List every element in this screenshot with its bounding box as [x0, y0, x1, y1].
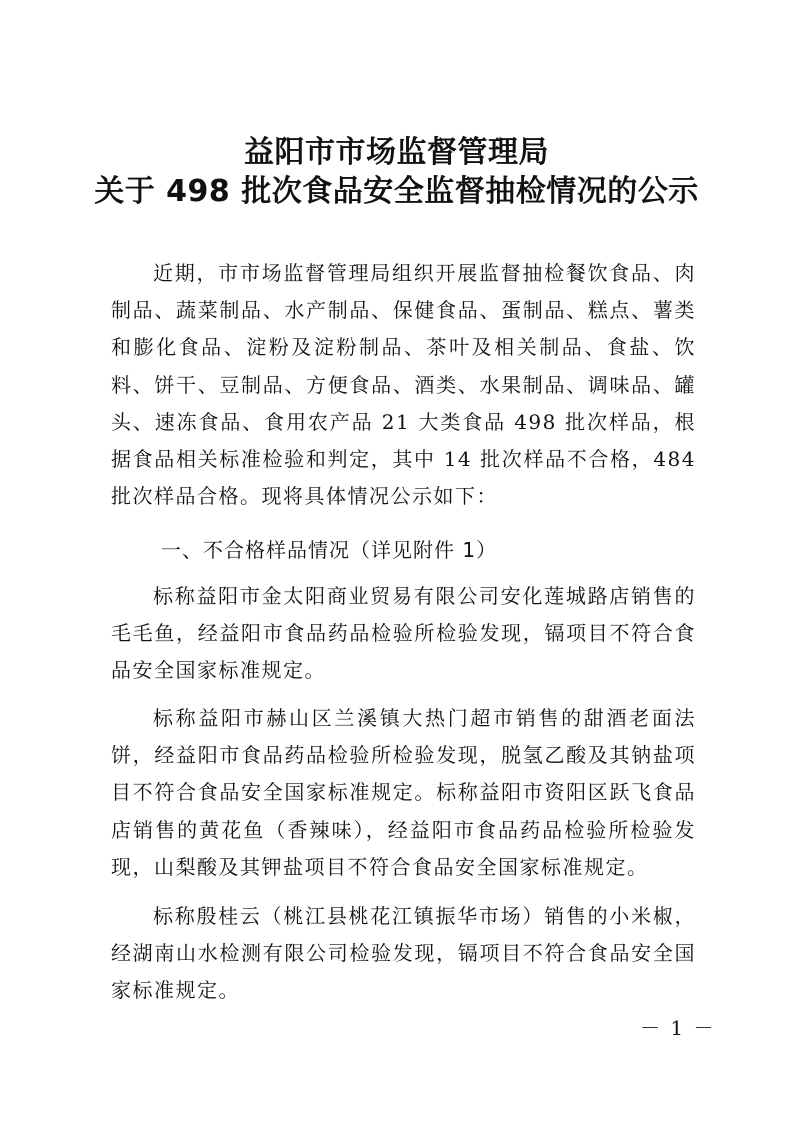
- document-title-line-1: 益阳市市场监督管理局: [244, 135, 549, 170]
- page-number: － 1 －: [640, 1016, 716, 1040]
- document-title-line-2: 关于 498 批次食品安全监督抽检情况的公示: [94, 174, 699, 209]
- intro-paragraph: 近期，市市场监督管理局组织开展监督抽检餐饮食品、肉制品、蔬菜制品、水产制品、保健食品、蛋制品、糕点、薯类和膨化食品、淀粉及淀粉制品、茶叶及相关制品、食盐、饮料、饼干、豆制品、方便食品、酒类、水果制品、调味品、罐头、速冻食品、食用农产品 21 大类食品 498 批次样品，根据食品相关标准检验和判定，其中 14 批次样品不合格，484 批次样品合格。现将具体情况公示如下：: [111, 261, 696, 509]
- body-paragraph-1: 标称益阳市金太阳商业贸易有限公司安化莲城路店销售的毛毛鱼，经益阳市食品药品检验所检验发现，镉项目不符合食品安全国家标准规定。: [111, 584, 696, 683]
- body-paragraph-3: 标称殷桂云（桃江县桃花江镇振华市场）销售的小米椒，经湖南山水检测有限公司检验发现，镉项目不符合食品安全国家标准规定。: [111, 904, 696, 1003]
- body-paragraph-2: 标称益阳市赫山区兰溪镇大热门超市销售的甜酒老面法饼，经益阳市食品药品检验所检验发现，脱氢乙酸及其钠盐项目不符合食品安全国家标准规定。标称益阳市资阳区跃飞食品店销售的黄花鱼（香辣味），经益阳市食品药品检验所检验发现，山梨酸及其钾盐项目不符合食品安全国家标准规定。: [111, 706, 696, 879]
- section-heading: 一、不合格样品情况（详见附件 1）: [161, 538, 498, 562]
